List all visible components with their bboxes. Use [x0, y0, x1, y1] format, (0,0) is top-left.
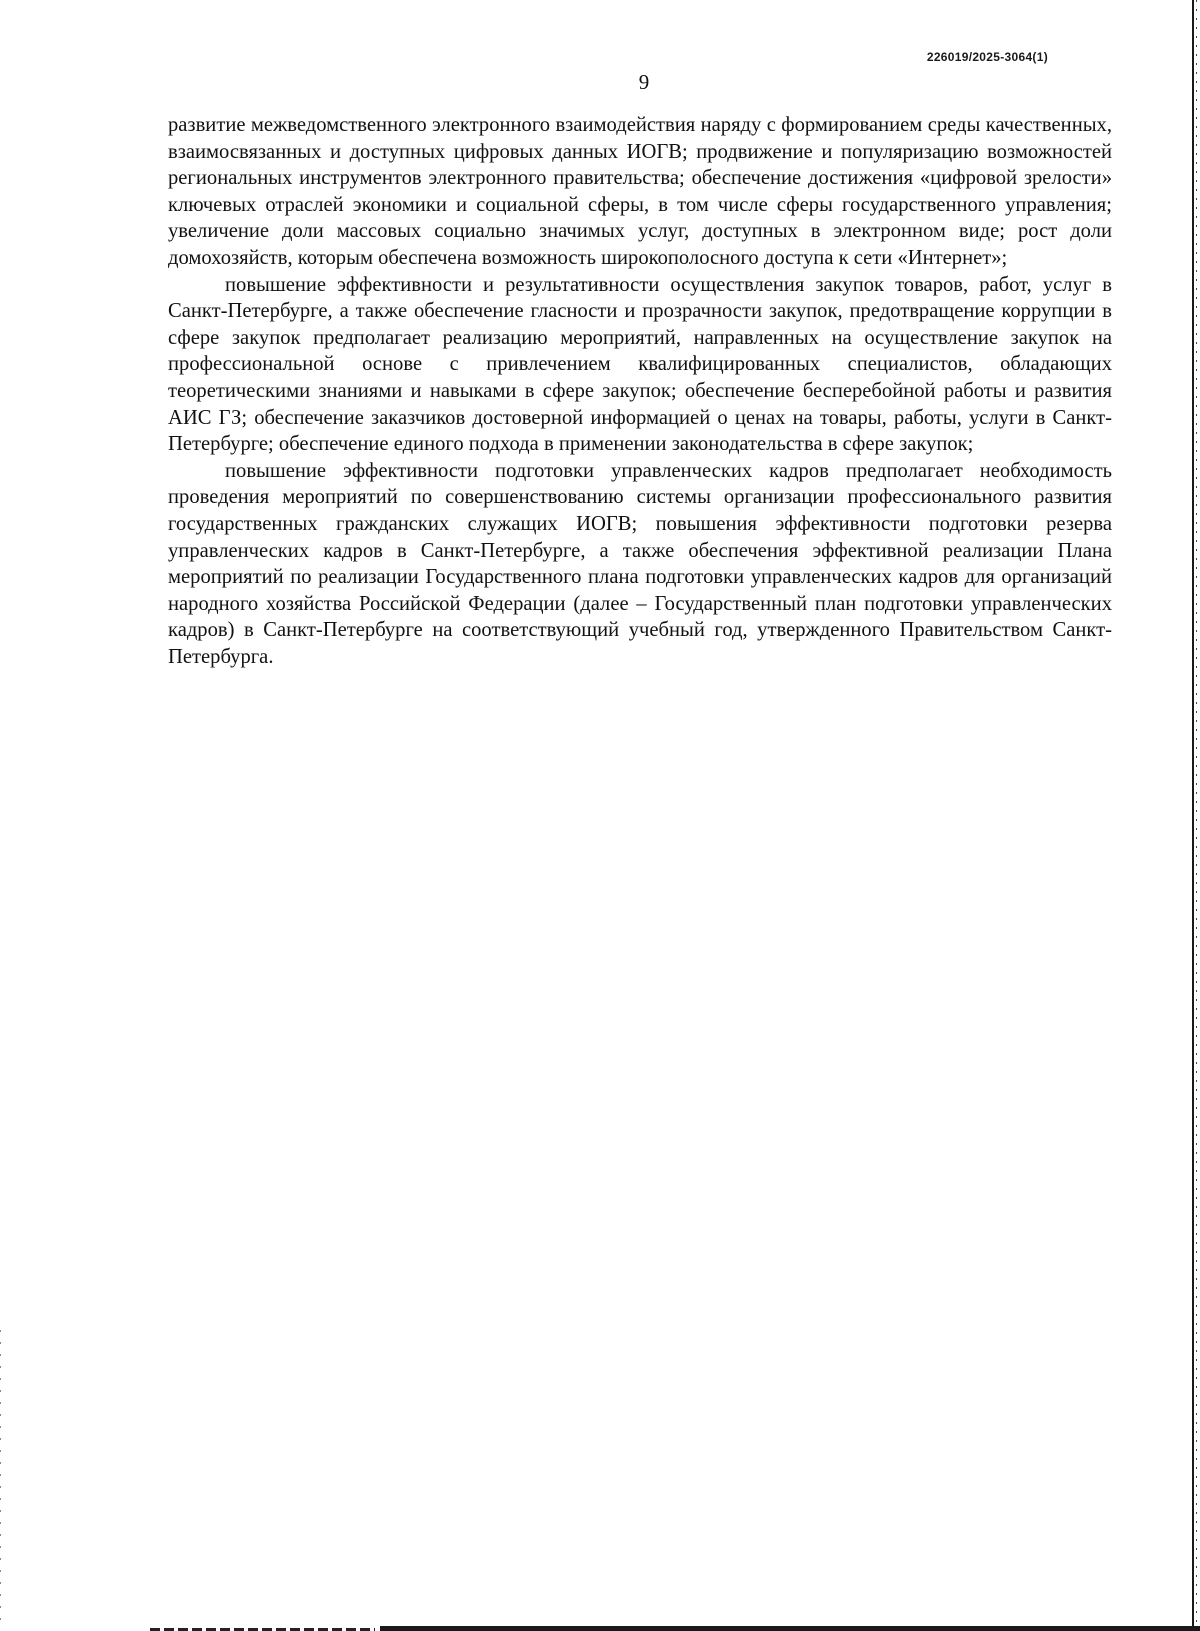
paragraph-digital-development: развитие межведомственного электронного взаимодействия наряду с формированием среды качественных, взаимосвязанных и доступных цифровых данных ИОГВ; продвижение и популяризацию возможностей региональных инструментов электронного правительства; обеспечение достижения «цифровой зрелости» ключевых отраслей экономики и социальной сферы, в том числе сферы государственного управления; увеличение доли массовых социально значимых услуг, доступных в электронном виде; рост доли домохозяйств, которым обеспечена возможность широкополосного доступа к сети «Интернет»; [168, 114, 1112, 269]
document-registration-number: 226019/2025-3064(1) [926, 50, 1048, 64]
paragraph-procurement: повышение эффективности и результативности осуществления закупок товаров, работ, услуг в Санкт-Петербурге, а также обеспечение гласности и прозрачности закупок, предотвращение коррупции в сфере закупок предполагает реализацию мероприятий, направленных на осуществление закупок на профессиональной основе с привлечением квалифицированных специалистов, обладающих теоретическими знаниями и навыками в сфере закупок; обеспечение бесперебойной работы и развития АИС ГЗ; обеспечение заказчиков достоверной информацией о ценах на товары, работы, услуги в Санкт-Петербурге; обеспечение единого подхода в применении законодательства в сфере закупок; [168, 273, 1112, 456]
page-number: 9 [638, 70, 650, 94]
scan-edge-left [0, 1330, 1, 1630]
document-body [168, 112, 1112, 670]
scan-edge-right [1192, 0, 1200, 1631]
paragraph-management-personnel: повышение эффективности подготовки управленческих кадров предполагает необходимость проведения мероприятий по совершенствованию системы организации профессионального развития государственных гражданских служащих ИОГВ; повышения эффективности подготовки резерва управленческих кадров в Санкт-Петербурге, а также обеспечения эффективной реализации Плана мероприятий по реализации Государственного плана подготовки управленческих кадров для организаций народного хозяйства Российской Федерации (далее – Государственный план подготовки управленческих кадров) в Санкт-Петербурге на соответствующий учебный год, утвержденного Правительством Санкт-Петербурга. [168, 459, 1112, 668]
scan-edge-bottom [380, 1626, 1200, 1631]
